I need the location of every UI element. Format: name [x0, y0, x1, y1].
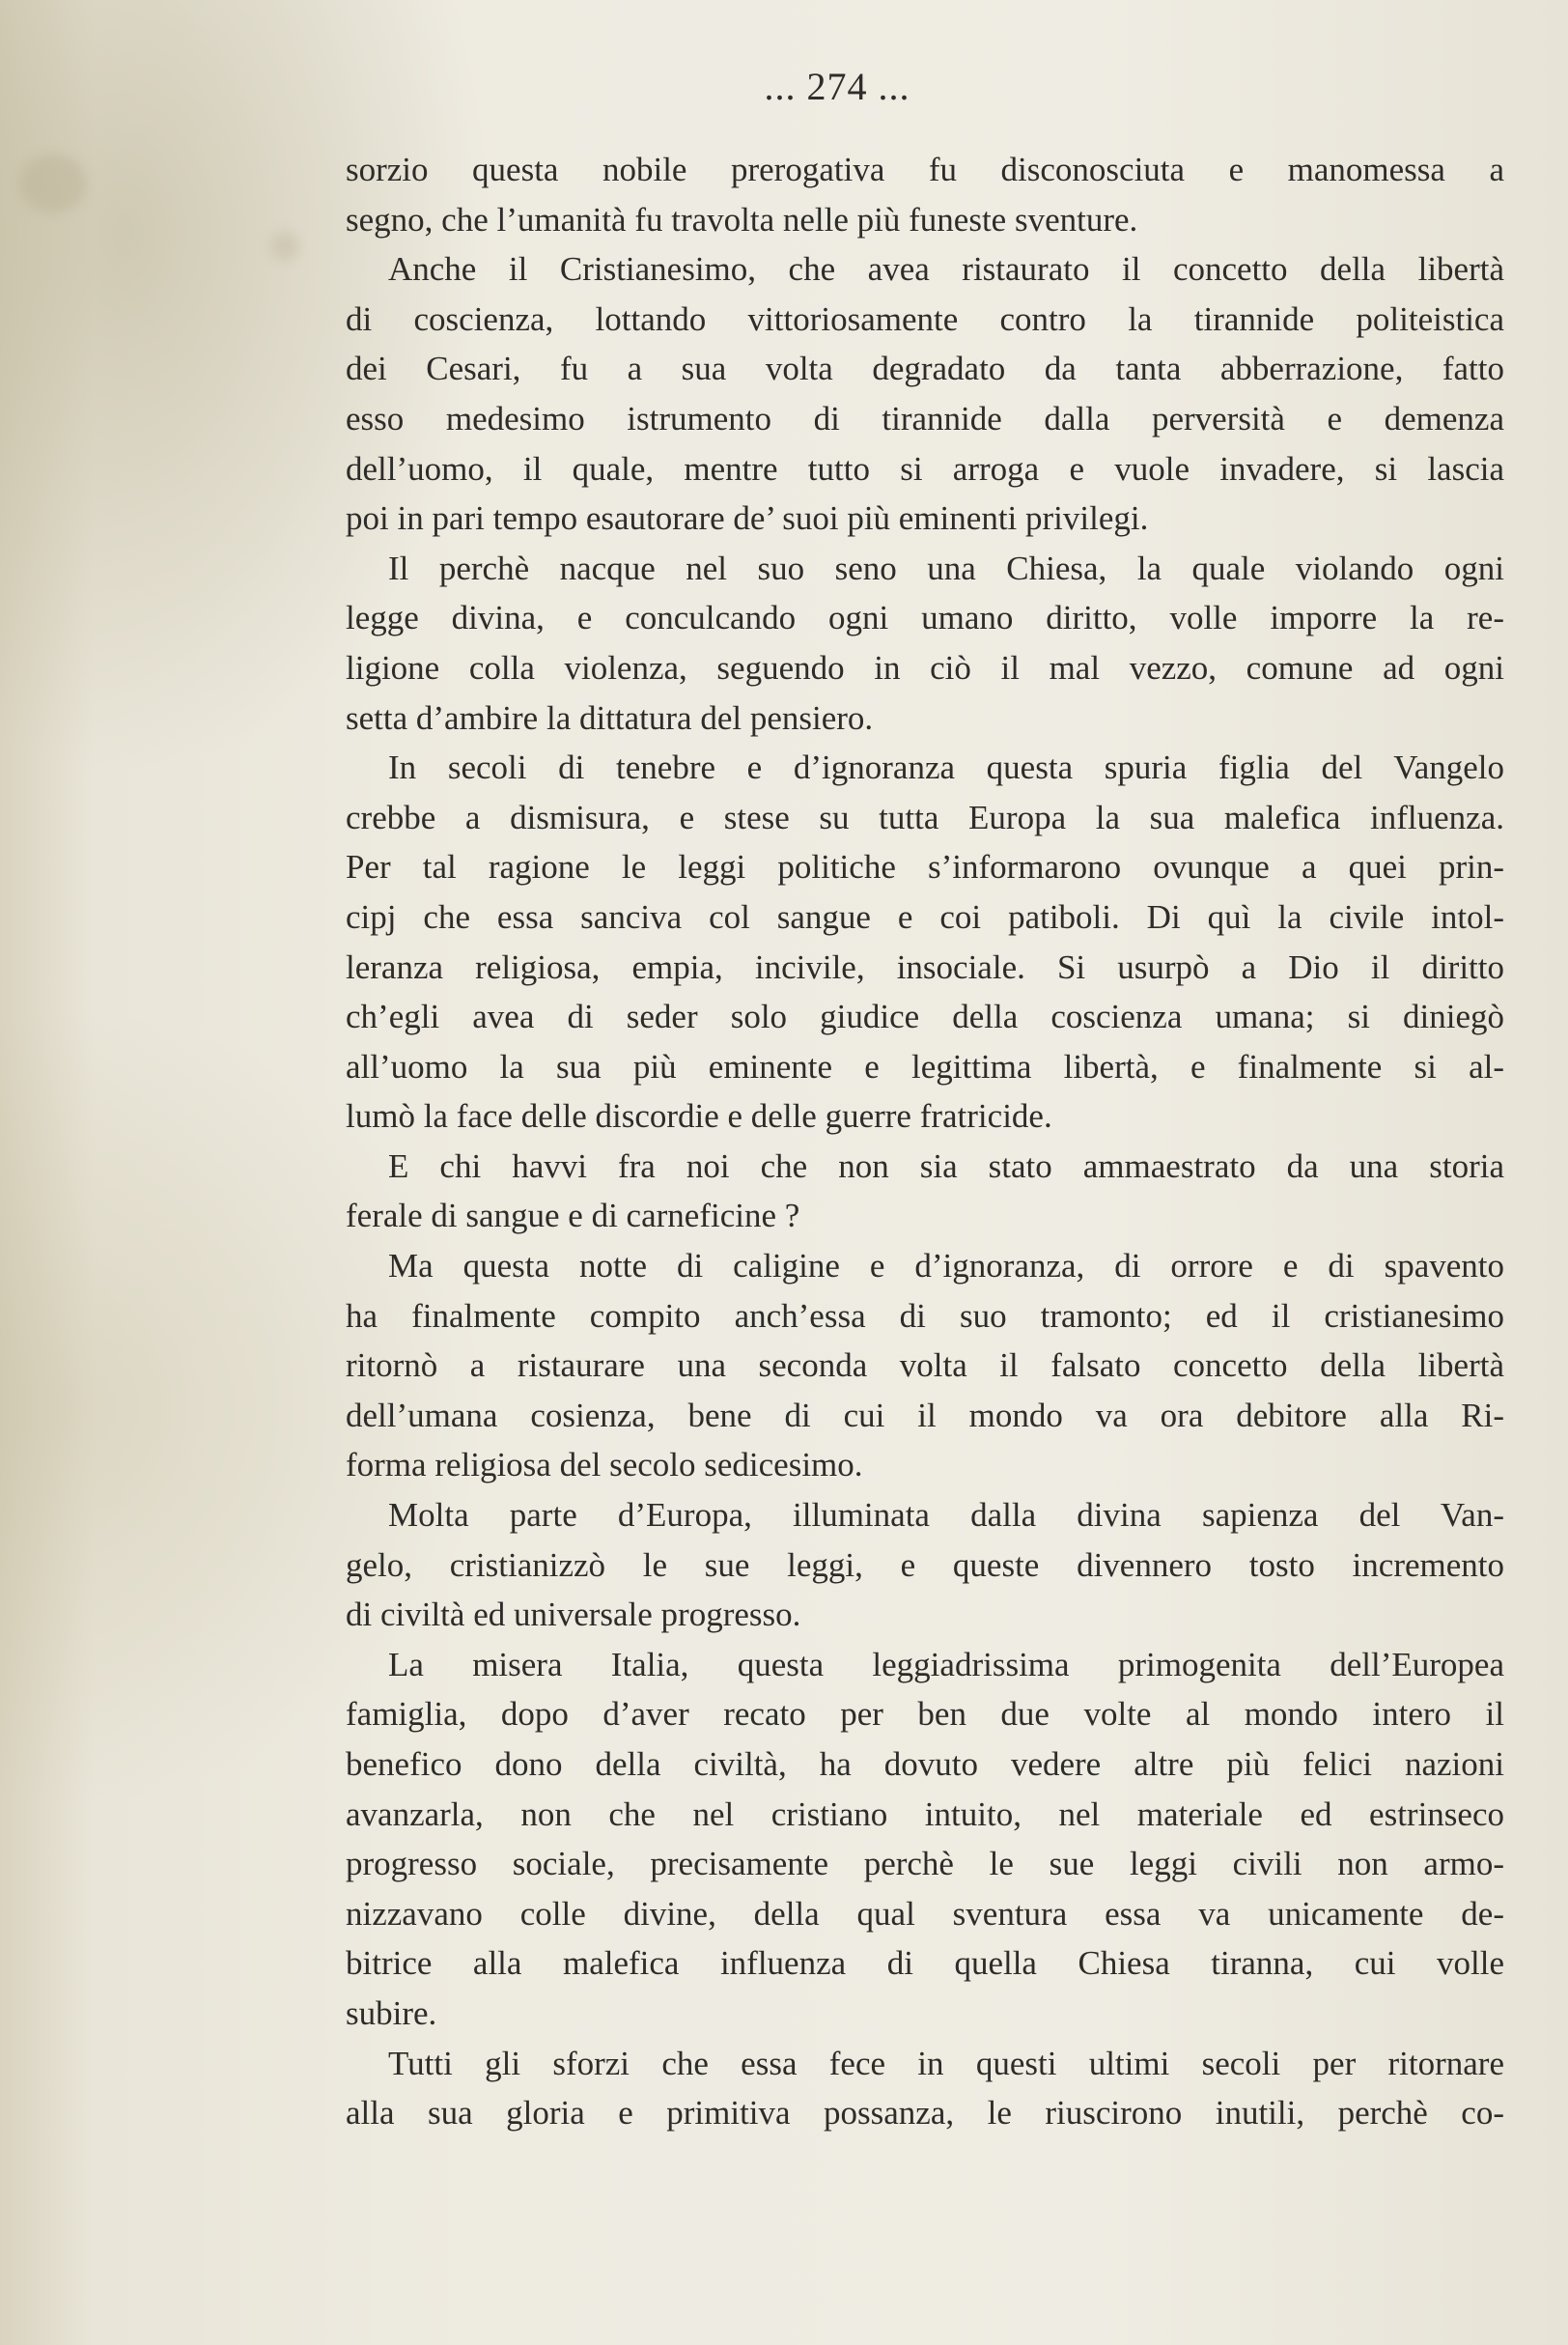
text-line: dell’umana cosienza, bene di cui il mondo va ora debitore alla Ri- [346, 1396, 1504, 1434]
text-line: dell’uomo, il quale, mentre tutto si arroga e vuole invadere, si lascia [346, 449, 1504, 488]
paper-stain [270, 232, 299, 261]
text-line: Tutti gli sforzi che essa fece in questi ultimi secoli per ritornare [388, 2044, 1504, 2082]
text-line: poi in pari tempo esautorare de’ suoi più eminenti privilegi. [346, 499, 1149, 538]
text-line: Ma questa notte di caligine e d’ignoranza, di orrore e di spavento [388, 1247, 1504, 1286]
text-line: crebbe a dismisura, e stese su tutta Europa la sua malefica influenza. [346, 798, 1504, 836]
text-line: segno, che l’umanità fu travolta nelle più funeste sventure. [346, 200, 1138, 239]
text-line: famiglia, dopo d’aver recato per ben due volte al mondo intero il [346, 1695, 1504, 1734]
text-line: forma religiosa del secolo sedicesimo. [346, 1446, 863, 1484]
text-line: esso medesimo istrumento di tirannide dalla perversità e demenza [346, 399, 1504, 438]
text-line: bitrice alla malefica influenza di quella Chiesa tiranna, cui volle [346, 1944, 1504, 1983]
text-line: dei Cesari, fu a sua volta degradato da tanta abberrazione, fatto [346, 350, 1504, 388]
paper-stain [19, 155, 87, 212]
text-line: lumò la face delle discordie e delle guerre fratricide. [346, 1097, 1052, 1136]
body-text [346, 145, 1504, 2138]
text-line: all’uomo la sua più eminente e legittima libertà, e finalmente si al- [346, 1047, 1504, 1086]
page-number: ... 274 ... [764, 65, 910, 108]
text-line: alla sua gloria e primitiva possanza, le riuscirono inutili, perchè co- [346, 2094, 1504, 2133]
text-line: sorzio questa nobile prerogativa fu disconosciuta e manomessa a [346, 151, 1504, 188]
text-line: ligione colla violenza, seguendo in ciò il mal vezzo, comune ad ogni [346, 648, 1504, 687]
text-line: legge divina, e conculcando ogni umano diritto, volle imporre la re- [346, 599, 1504, 637]
text-line: E chi havvi fra noi che non sia stato ammaestrato da una storia [388, 1146, 1504, 1185]
text-line: subire. [346, 1993, 437, 2032]
text-line: Molta parte d’Europa, illuminata dalla divina sapienza del Van- [388, 1496, 1504, 1535]
text-line: benefico dono della civiltà, ha dovuto vedere altre più felici nazioni [346, 1745, 1504, 1783]
text-line: La misera Italia, questa leggiadrissima primogenita dell’Europea [388, 1645, 1504, 1683]
text-line: avanzarla, non che nel cristiano intuito, nel materiale ed estrinseco [346, 1794, 1504, 1833]
text-line: nizzavano colle divine, della qual sventura essa va unicamente de- [346, 1894, 1504, 1933]
text-line: ch’egli avea di seder solo giudice della coscienza umana; si diniegò [346, 998, 1504, 1036]
text-line: leranza religiosa, empia, incivile, insociale. Si usurpò a Dio il diritto [346, 947, 1504, 986]
text-line: ferale di sangue e di carneficine ? [346, 1197, 800, 1235]
text-line: cipj che essa sanciva col sangue e coi patiboli. Di quì la civile intol- [346, 897, 1504, 936]
text-line: di coscienza, lottando vittoriosamente contro la tirannide politeistica [346, 299, 1504, 338]
text-line: Per tal ragione le leggi politiche s’informarono ovunque a quei prin- [346, 848, 1504, 887]
text-line: setta d’ambire la dittatura del pensiero. [346, 698, 874, 737]
text-line: Il perchè nacque nel suo seno una Chiesa, la quale violando ogni [388, 549, 1504, 587]
text-line: ritornò a ristaurare una seconda volta il falsato concetto della libertà [346, 1346, 1504, 1385]
text-line: progresso sociale, precisamente perchè le sue leggi civili non armo- [346, 1845, 1504, 1883]
text-line: di civiltà ed universale progresso. [346, 1596, 801, 1634]
text-line: In secoli di tenebre e d’ignoranza questa spuria figlia del Vangelo [388, 749, 1504, 787]
text-line: Anche il Cristianesimo, che avea ristaurato il concetto della libertà [388, 250, 1504, 289]
text-line: ha finalmente compito anch’essa di suo tramonto; ed il cristianesimo [346, 1296, 1504, 1335]
text-line: gelo, cristianizzò le sue leggi, e queste divennero tosto incremento [346, 1545, 1504, 1584]
